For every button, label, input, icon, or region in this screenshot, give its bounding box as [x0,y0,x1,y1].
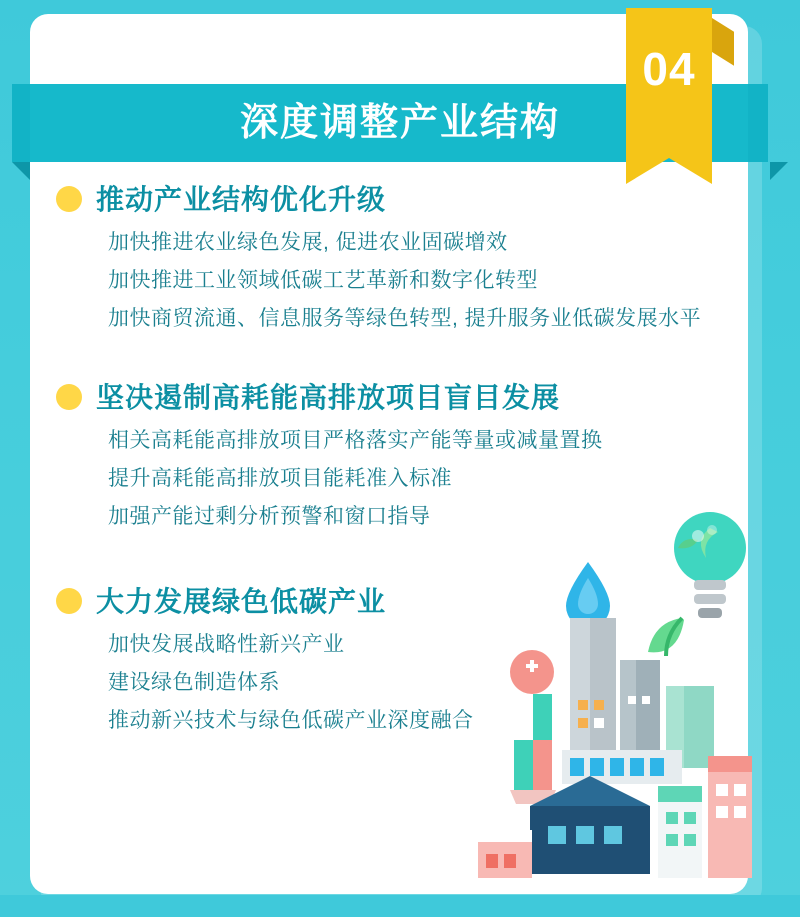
section-line: 加强产能过剩分析预警和窗口指导 [108,505,431,528]
section-line: 提升高耗能高排放项目能耗准入标准 [108,467,452,490]
section-line: 相关高耗能高排放项目严格落实产能等量或减量置换 [108,429,603,452]
section-header [56,376,746,416]
section-block [56,580,746,740]
section-block [56,178,746,338]
header-fold-right-icon [770,162,788,180]
section-title: 推动产业结构优化升级 [96,184,387,215]
section-line: 推动新兴技术与绿色低碳产业深度融合 [108,709,474,732]
content-area [56,176,746,758]
section-title: 大力发展绿色低碳产业 [96,586,387,617]
section-block [56,376,746,536]
section-lines [56,626,746,740]
section-header [56,580,746,620]
section-line: 加快商贸流通、信息服务等绿色转型, 提升服务业低碳发展水平 [108,307,702,330]
section-lines [56,224,746,338]
bullet-dot-icon [56,186,82,212]
section-line: 加快发展战略性新兴产业 [108,633,345,656]
page-title: 深度调整产业结构 [239,102,560,144]
section-title: 坚决遏制高耗能高排放项目盲目发展 [96,382,561,413]
section-number: 04 [642,43,696,95]
section-line: 加快推进农业绿色发展, 促进农业固碳增效 [108,231,508,254]
section-line: 加快推进工业领域低碳工艺革新和数字化转型 [108,269,538,292]
bottom-strip [0,895,800,917]
section-header [56,178,746,218]
header-fold-left-icon [12,162,30,180]
section-lines [56,422,746,536]
bullet-dot-icon [56,384,82,410]
section-line: 建设绿色制造体系 [108,671,280,694]
bullet-dot-icon [56,588,82,614]
